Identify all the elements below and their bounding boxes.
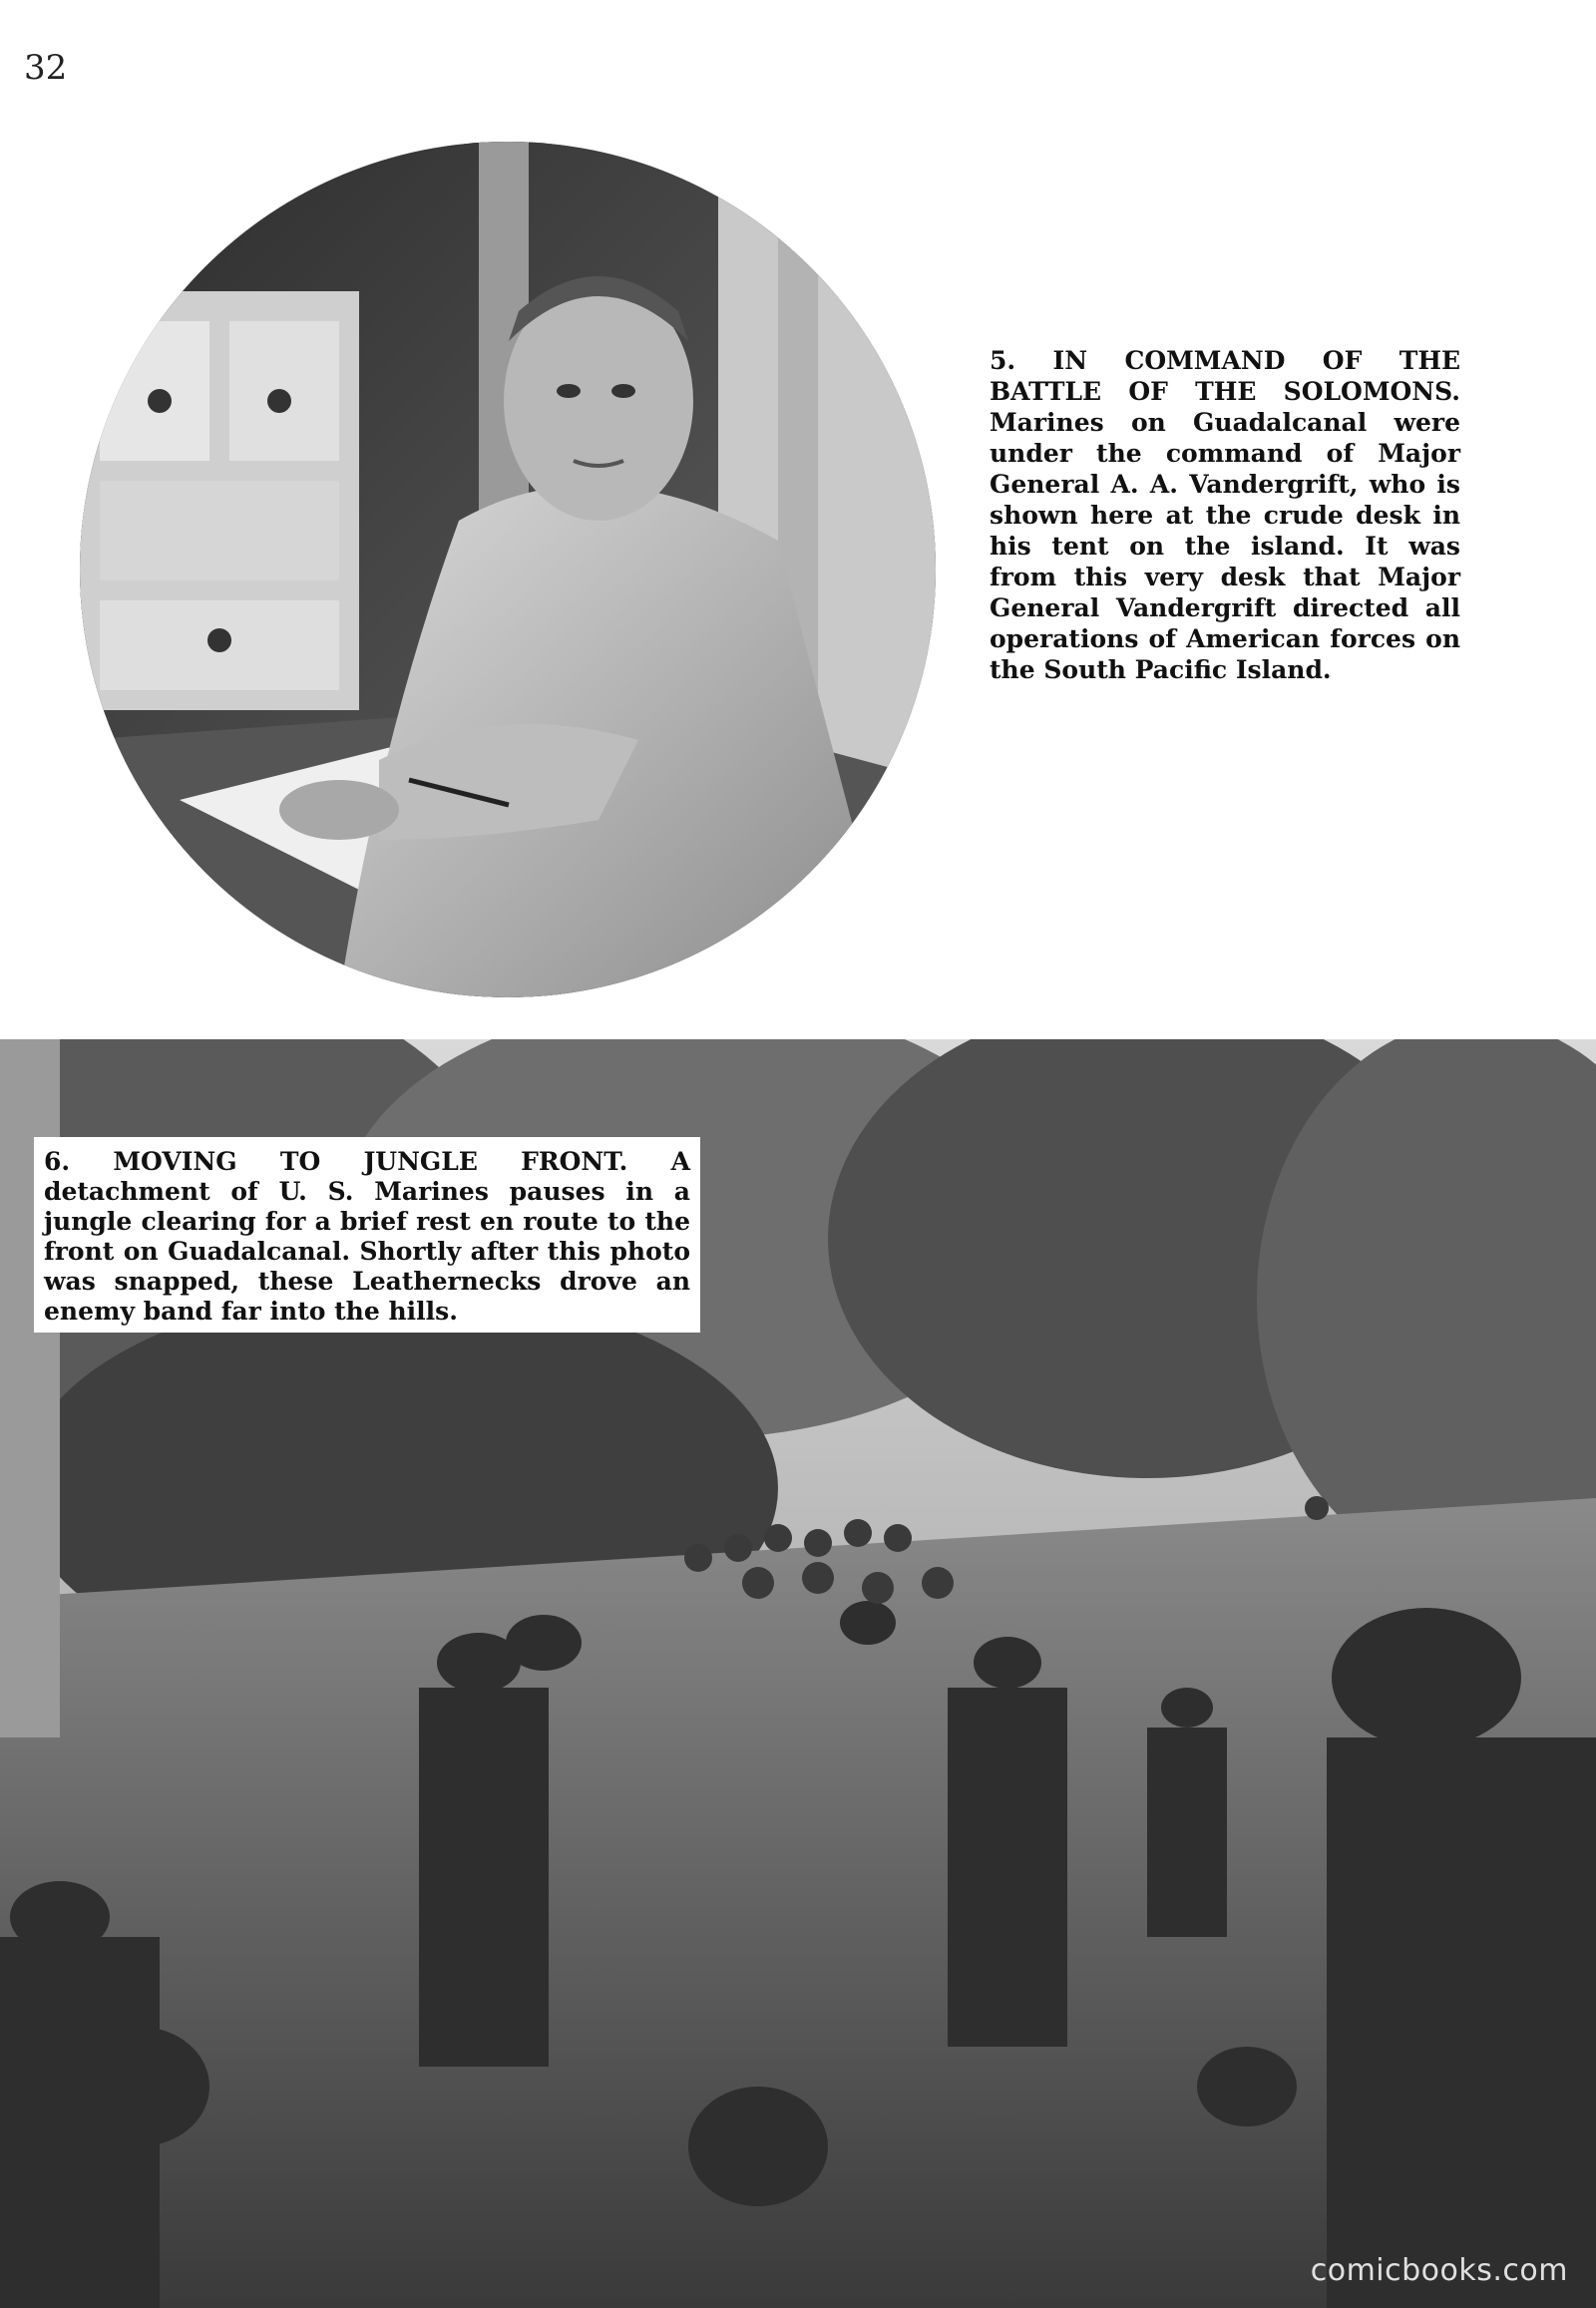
photo-5-caption xyxy=(990,345,1460,685)
photo-6-caption-body: A detachment of U. S. Marines pauses in a jungle clearing for a brief rest en route to the front on Guadalcanal. Shortly after this photo was snapped, these Leathernecks drove an enemy band far into the hills. xyxy=(44,1147,690,1326)
photo-5-caption-heading: 5. IN COMMAND OF THE BATTLE OF THE SOLOMONS. xyxy=(990,346,1460,406)
photo-6-caption-heading: 6. MOVING TO JUNGLE FRONT. xyxy=(44,1147,671,1176)
general-portrait-photo xyxy=(80,142,936,997)
watermark: comicbooks.com xyxy=(1310,2253,1568,2288)
photo-6-caption xyxy=(34,1137,700,1333)
photo-5-caption-body: Marines on Guadalcanal were under the command of Major General A. A. Vandergrift, who is shown here at the crude desk in his tent on the island. It was from this very desk that Major General Vandergrift directed all operations of American forces on the South Pacific Island. xyxy=(990,408,1460,684)
page-number: 32 xyxy=(24,48,68,88)
